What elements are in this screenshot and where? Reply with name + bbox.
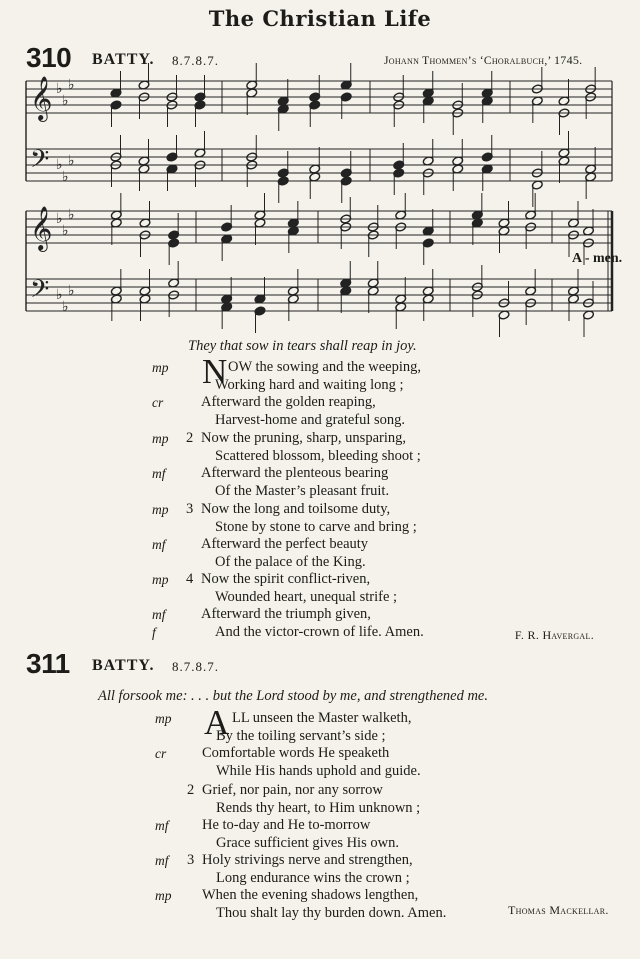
dynamic-mark: mp	[155, 711, 172, 726]
dynamic-mark: mf	[152, 607, 166, 623]
hymn-310-tune: BATTY.	[92, 51, 155, 68]
flat-icon: ♭	[68, 153, 75, 169]
verse-line: Working hard and waiting long ;	[215, 376, 404, 393]
dynamic-mark: cr	[152, 395, 164, 411]
hymn-311-author: Thomas Mackellar.	[508, 903, 609, 917]
dynamic-mark: mp	[152, 572, 169, 587]
dynamic-mark: mf	[152, 537, 166, 553]
hymn-311-meter: 8.7.8.7.	[172, 659, 219, 674]
flat-icon: ♭	[62, 93, 69, 109]
hymn-311-motto: All forsook me: . . . but the Lord stood by me, and strengthened me.	[98, 688, 488, 704]
verse-line: OW the sowing and the weeping,	[228, 359, 422, 375]
bass-clef-icon: 𝄢	[30, 145, 50, 180]
dynamic-mark: mp	[155, 888, 172, 904]
verse-line: Afterward the perfect beauty	[201, 536, 369, 553]
verse-line: Holy strivings nerve and strengthen,	[202, 852, 413, 868]
verse-number: 3	[187, 852, 195, 868]
verse-line: When the evening shadows lengthen,	[202, 887, 419, 904]
flat-icon: ♭	[62, 169, 69, 185]
hymn-310-author: F. R. Havergal.	[514, 628, 594, 642]
music-score	[0, 0, 640, 340]
flat-icon: ♭	[68, 77, 75, 93]
amen-label: A - men.	[572, 251, 623, 266]
dynamic-mark: cr	[155, 746, 167, 762]
dynamic-mark: mf	[155, 853, 169, 868]
flat-icon: ♭	[68, 283, 75, 299]
verse-line: Afterward the golden reaping,	[201, 394, 376, 411]
verse-line: By the toiling servant’s side ;	[216, 727, 386, 744]
hymn-310-meter: 8.7.8.7.	[172, 53, 219, 68]
verse-line: Long endurance wins the crown ;	[216, 869, 410, 886]
dynamic-mark: mf	[152, 466, 166, 482]
hymn-311-number: 311	[26, 648, 70, 679]
verse-line: Grief, nor pain, nor any sorrow	[202, 782, 383, 798]
verse-line: Wounded heart, unequal strife ;	[215, 588, 398, 605]
verse-line: Thou shalt lay thy burden down. Amen.	[216, 904, 447, 921]
verse-number: 2	[186, 430, 194, 446]
flat-icon: ♭	[56, 157, 63, 173]
verse-line: LL unseen the Master walketh,	[232, 710, 412, 726]
dynamic-mark: mp	[152, 431, 169, 446]
flat-icon: ♭	[56, 211, 63, 227]
verse-line: He to-day and He to-morrow	[202, 817, 371, 834]
verse-line: Afterward the plenteous bearing	[201, 465, 389, 482]
verse-line: Harvest-home and grateful song.	[215, 411, 406, 428]
verse-line: Now the spirit conflict-riven,	[201, 571, 371, 587]
verse-line: Rends thy heart, to Him unknown ;	[216, 799, 421, 816]
flat-icon: ♭	[68, 207, 75, 223]
flat-icon: ♭	[56, 81, 63, 97]
verse-line: Comfortable words He speaketh	[202, 745, 390, 762]
hymn-310-number: 310	[26, 42, 72, 73]
composer-name: Johann Thommen’s ‘Choralbuch,’	[384, 55, 551, 67]
running-head: The Christian Life	[208, 6, 432, 31]
verse-number: 4	[186, 571, 194, 587]
drop-cap: A	[204, 703, 230, 742]
verse-number: 2	[187, 782, 195, 798]
hymn-311-tune: BATTY.	[92, 657, 155, 674]
flat-icon: ♭	[62, 299, 69, 315]
verse-line: Of the palace of the King.	[215, 553, 366, 570]
verse-line: Afterward the triumph given,	[201, 606, 371, 623]
verse-line: Now the pruning, sharp, unsparing,	[201, 430, 406, 446]
verse-line: Stone by stone to carve and bring ;	[215, 518, 417, 535]
composer-year: 1745.	[553, 53, 583, 67]
verse-line: Of the Master’s pleasant fruit.	[215, 482, 390, 499]
drop-cap: N	[202, 352, 228, 391]
verse-line: Now the long and toilsome duty,	[201, 501, 391, 517]
treble-clef-icon: 𝄞	[30, 206, 53, 250]
flat-icon: ♭	[56, 287, 63, 303]
verse-line: And the victor-crown of life. Amen.	[215, 623, 424, 640]
bass-clef-icon: 𝄢	[30, 275, 50, 310]
flat-icon: ♭	[62, 223, 69, 239]
verse-number: 3	[186, 501, 194, 517]
verse-line: Scattered blossom, bleeding shoot ;	[215, 447, 421, 464]
dynamic-mark: mp	[152, 502, 169, 517]
dynamic-mark: mf	[155, 818, 169, 834]
dynamic-mark: f	[152, 624, 156, 640]
hymn-310-motto: They that sow in tears shall reap in joy.	[188, 338, 417, 354]
verse-line: Grace sufficient gives His own.	[216, 834, 399, 851]
verse-line: While His hands uphold and guide.	[216, 762, 421, 779]
dynamic-mark: mp	[152, 360, 169, 375]
treble-clef-icon: 𝄞	[30, 76, 53, 120]
